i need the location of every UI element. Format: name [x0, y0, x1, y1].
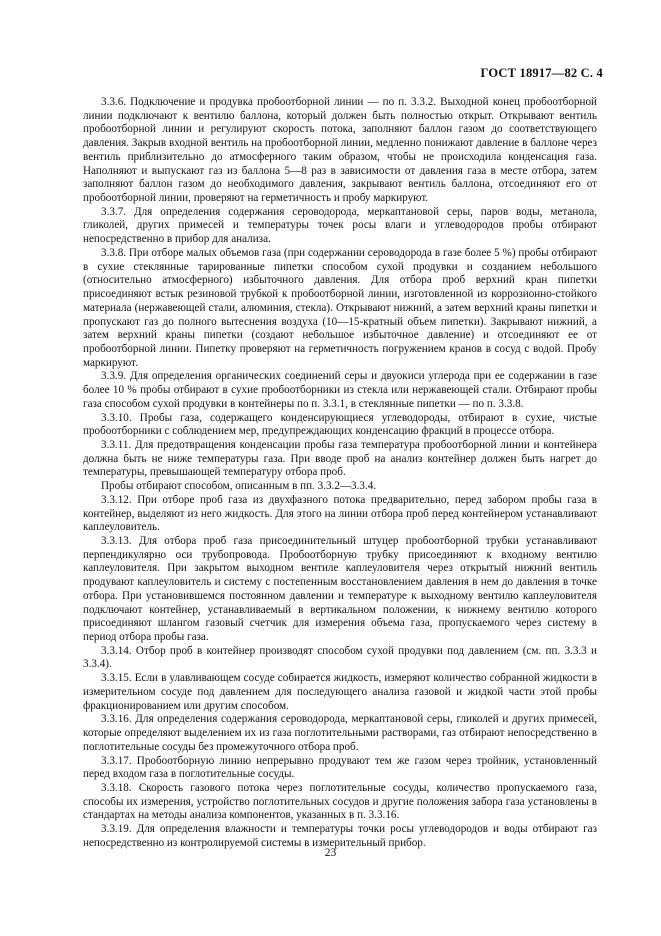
standard-header: ГОСТ 18917—82 С. 4 — [480, 66, 603, 80]
paragraph-3-3-8: 3.3.8. При отборе малых объемов газа (при содержании сероводорода в газе более 5 %) пробы отбирают в сухие стеклянные тарированные пипетки способом сухой продувки и созданием небольшого (относительно атмосферного) избыточного давления. Для отбора проб верхний кран пипетки присоединяют встык резиновой трубкой к пробоотборной линии, изготовленной из коррозионно-стойкого материала (нержавеющей стали, алюминия, стекла). Открывают нижний, а затем верхний краны пипетки и пропускают газ до полного вытеснения воздуха (10—15-кратный объем пипетки). Закрывают нижний, а затем верхний краны пипетки (создают небольшое избыточное давление) и отсоединяют ее от пробоотборной линии. Пипетку проверяют на герметичность погружением кранов в сосуд с водой. Пробу маркируют. — [83, 246, 597, 369]
paragraph-3-3-16: 3.3.16. Для определения содержания сероводорода, меркаптановой серы, гликолей и других примесей, которые определяют выделением их из газа поглотительными растворами, газ отбирают непосредственно в поглотительные сосуды без промежуточного отбора проб. — [83, 713, 597, 753]
paragraph-3-3-12: 3.3.12. При отборе проб газа из двухфазного потока предварительно, перед забором пробы газа в контейнер, выделяют из него жидкость. Для этого на линии отбора проб перед контейнером устанавливают каплеуловитель. — [83, 493, 597, 534]
paragraph-3-3-14: 3.3.14. Отбор проб в контейнер производят способом сухой продувки под давлением (см. пп. 3.3.3 и 3.3.4). — [83, 644, 597, 671]
section-text — [83, 96, 597, 851]
paragraph-3-3-18: 3.3.18. Скорость газового потока через поглотительные сосуды, количество пропускаемого газа, способы их измерения, устройство поглотительных сосудов и другие положения забора газа установлены в стандартах на методы анализа компонентов, указанных в п. 3.3.16. — [83, 781, 597, 822]
paragraph-sampling-method: Пробы отбирают способом, описанным в пп. 3.3.2—3.3.4. — [101, 480, 377, 493]
paragraph-3-3-9: 3.3.9. Для определения органических соединений серы и двуокиси углерода при ее содержании в газе более 10 % пробы отбирают в сухие пробоотборники из стекла или нержавеющей стали. Отбирают пробы газа способом сухой продувки в контейнеры по п. 3.3.1, в стеклянные пипетки — по п. 3.3.8. — [83, 370, 597, 410]
paragraph-3-3-6: 3.3.6. Подключение и продувка пробоотборной линии — по п. 3.3.2. Выходной конец пробоотборной линии подключают к вентилю баллона, который должен быть полностью открыт. Открывают вентиль пробоотборной линии и регулируют скорость потока, заполняют баллон газом до соответствующего давления. Закрыв входной вентиль на пробоотборной линии, медленно понижают давление в баллоне через вентиль приблизительно до атмосферного таким образом, чтобы не происходила конденсация газа. Наполняют и выпускают газ из баллона 5—8 раз в зависимости от давления газа в месте отбора, затем заполняют баллон газом до необходимого давления, закрывают вентиль баллона, отсоединяют его от пробоотборной линии, проверяют на герметичность и пробу маркируют. — [83, 96, 597, 205]
paragraph-3-3-17: 3.3.17. Пробоотборную линию непрерывно продувают тем же газом через тройник, установленный перед входом газа в поглотительные сосуды. — [83, 754, 597, 781]
paragraph-3-3-11: 3.3.11. Для предотвращения конденсации пробы газа температура пробоотборной линии и контейнера должна быть не ниже температуры газа. При вводе проб на анализ контейнер должен быть нагрет до температуры, превышающей температуру отбора проб. — [83, 438, 597, 479]
paragraph-3-3-15: 3.3.15. Если в улавливающем сосуде собирается жидкость, измеряют количество собранной жидкости в измерительном сосуде под давлением для последующего анализа газовой и жидкой части этой пробы фракционированием или другим способом. — [83, 672, 597, 712]
paragraph-3-3-19: 3.3.19. Для определения влажности и температуры точки росы углеводородов и воды отбирают газ непосредственно из контролируемой системы в измерительный прибор. — [83, 823, 597, 849]
page-number: 23 — [324, 847, 337, 859]
paragraph-3-3-10: 3.3.10. Пробы газа, содержащего конденсирующиеся углеводороды, отбирают в сухие, чистые пробоотборники с соблюдением мер, предупреждающих конденсацию фракций в процессе отбора. — [83, 411, 597, 438]
paragraph-3-3-7: 3.3.7. Для определения содержания сероводорода, меркаптановой серы, паров воды, метанола, гликолей, других примесей и температуры точек росы влаги и углеводородов пробы отбирают непосредственно в прибор для анализа. — [83, 205, 597, 246]
paragraph-3-3-13: 3.3.13. Для отбора проб газа присоединительный штуцер пробоотборной трубки устанавливают перпендикулярно оси трубопровода. Пробоотборную трубку присоединяют к входному вентилю каплеуловителя. При закрытом выходном вентиле каплеуловителя через открытый нижний вентиль продувают каплеуловитель и систему с постепенным восстановлением давления в нем до давления в точке отбора. При установившемся постоянном давлении и температуре к выходному вентилю каплеуловителя подключают контейнер, устанавливаемый в вертикальном положении, к нижнему вентилю которого присоединяют шлангом газовый счетчик для измерения объема газа, пропускаемого через систему в период отбора пробы газа. — [83, 535, 597, 644]
